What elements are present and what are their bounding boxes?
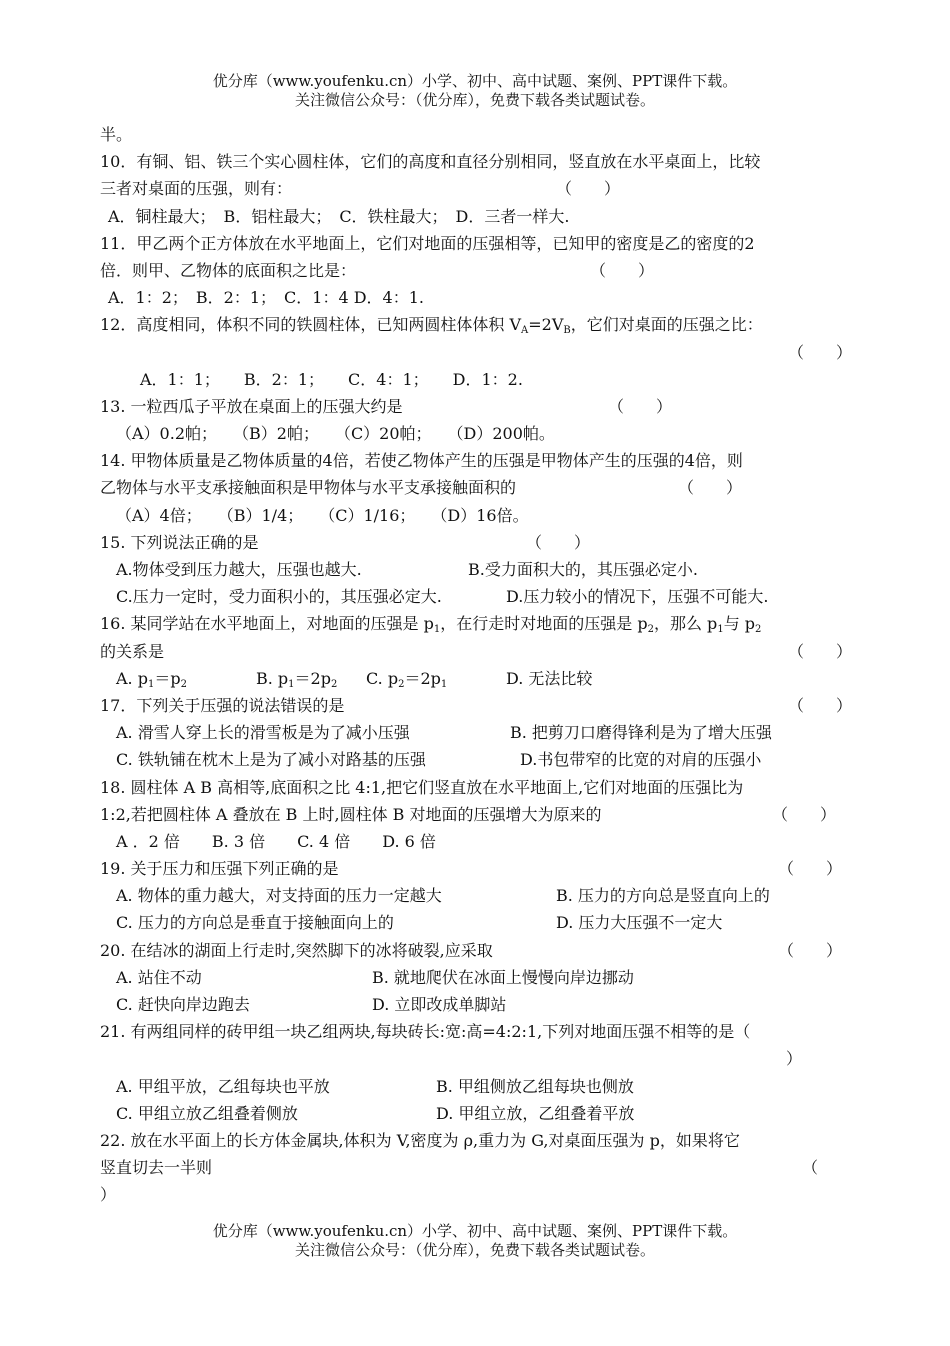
q22-answer-paren-open: （	[802, 1158, 819, 1178]
footer-line-2: 关注微信公众号：（优分库），免费下载各类试题试卷。	[294, 1241, 655, 1259]
q17-option-d: D.书包带窄的比宽的对肩的压强小	[520, 750, 762, 770]
q13-answer-paren: （ ）	[608, 396, 673, 416]
q17-options-row-2	[100, 746, 852, 773]
q21-option-b: B. 甲组侧放乙组每块也侧放	[436, 1076, 634, 1096]
q22-stem-line-2: 竖直切去一半则 （	[100, 1154, 852, 1181]
q19-option-d: D. 压力大压强不一定大	[556, 913, 723, 933]
q21-options-row-2	[100, 1100, 852, 1127]
q21-option-a: A. 甲组平放，乙组每块也平放	[116, 1076, 330, 1096]
q12-options: A．1：1； B．2：1； C．4：1； D．1：2.	[140, 369, 523, 389]
page-footer	[100, 1222, 850, 1260]
q19-option-b: B. 压力的方向总是竖直向上的	[556, 886, 770, 906]
q19-answer-paren: （ ）	[778, 859, 843, 879]
q15-answer-paren: （ ）	[526, 532, 591, 552]
q16-stem-line-1: 16. 某同学站在水平地面上，对地面的压强是 $p_1$，在行走时对地面的压强是 $p_2$，那么 $p_1$与 $p_2$	[100, 614, 762, 636]
q10-answer-paren: （ ）	[556, 179, 621, 199]
q17-stem: 17．下列关于压强的说法错误的是 （ ）	[100, 692, 852, 719]
q19-options-row-1	[100, 882, 852, 909]
q15-option-d: D.压力较小的情况下，压强不可能大.	[506, 587, 769, 607]
q11-stem-line-1: 11．甲乙两个正方体放在水平地面上，它们对地面的压强相等，已知甲的密度是乙的密度的2	[100, 233, 755, 253]
q17-option-a: A. 滑雪人穿上长的滑雪板是为了减小压强	[116, 723, 410, 743]
footer-line-1: 优分库（www.youfenku.cn）小学、初中、高中试题、案例、PPT课件下载。	[212, 1222, 738, 1240]
q15-stem: 15. 下列说法正确的是 （ ）	[100, 529, 852, 556]
q11-options: A．1：2； B．2：1； C．1：4 D．4：1.	[108, 288, 424, 308]
q22-answer-paren-close: ）	[100, 1185, 117, 1205]
q20-option-b: B. 就地爬伏在冰面上慢慢向岸边挪动	[372, 967, 634, 987]
q20-answer-paren: （ ）	[778, 940, 843, 960]
q21-option-d: D. 甲组立放，乙组叠着平放	[436, 1103, 635, 1123]
q14-answer-paren: （ ）	[678, 478, 743, 498]
q10-stem-line-1: 10．有铜、铝、铁三个实心圆柱体，它们的高度和直径分别相同，竖直放在水平桌面上，比较	[100, 152, 761, 172]
q20-option-a: A. 站住不动	[116, 967, 202, 987]
q21-option-c: C. 甲组立放乙组叠着侧放	[116, 1103, 298, 1123]
header-line-2: 关注微信公众号：（优分库），免费下载各类试题试卷。	[294, 91, 655, 109]
q22-stem-line-1: 22. 放在水平面上的长方体金属块,体积为 V,密度为 ρ,重力为 G,对桌面压强为 p，如果将它	[100, 1130, 740, 1150]
q17-answer-paren: （ ）	[788, 695, 853, 715]
q22-paren-line	[100, 1181, 852, 1208]
q16-stem-line-2: 的关系是 （ ）	[100, 638, 852, 665]
q17-options-row-1	[100, 719, 852, 746]
q14-stem-line-2: 乙物体与水平支承接触面积是甲物体与水平支承接触面积的 （ ）	[100, 474, 852, 501]
q12-stem: 12．高度相同，体积不同的铁圆柱体，已知两圆柱体体积 $V_A=2V_B$，它们对桌面的压强之比：	[100, 315, 763, 337]
q19-stem: 19. 关于压力和压强下列正确的是 （ ）	[100, 855, 852, 882]
q11-stem-line-2: 倍．则甲、乙物体的底面积之比是： （ ）	[100, 257, 852, 284]
header-line-1: 优分库（www.youfenku.cn）小学、初中、高中试题、案例、PPT课件下载。	[212, 72, 738, 90]
q12-paren-line	[100, 339, 852, 366]
q16-option-c: C. $p_2=2p_1$	[366, 668, 448, 690]
q21-answer-paren-close: ）	[786, 1049, 803, 1069]
q20-options-row-2	[100, 991, 852, 1018]
q10-stem-line-2: 三者对桌面的压强，则有： （ ）	[100, 175, 852, 202]
q18-options: A ．2 倍 B. 3 倍 C. 4 倍 D. 6 倍	[116, 831, 436, 851]
q19-option-c: C. 压力的方向总是垂直于接触面向上的	[116, 913, 394, 933]
q21-paren-line	[100, 1045, 852, 1072]
carry-over-line: 半。	[100, 125, 133, 144]
q17-option-c: C. 铁轨铺在枕木上是为了减小对路基的压强	[116, 750, 426, 770]
q20-option-c: C. 赶快向岸边跑去	[116, 995, 250, 1014]
q15-option-c: C.压力一定时，受力面积小的，其压强必定大.	[116, 587, 442, 607]
q15-options-row-1	[100, 556, 852, 583]
q12-answer-paren: （ ）	[788, 342, 853, 362]
q15-options-row-2	[100, 583, 852, 610]
q18-stem-line-1: 18. 圆柱体 A B 高相等,底面积之比 4:1,把它们竖直放在水平地面上,它们对地面的压强比为	[100, 777, 744, 797]
q16-option-a: A. $p_1=p_2$	[116, 668, 187, 690]
page-header	[100, 72, 850, 110]
q15-option-a: A.物体受到压力越大，压强也越大.	[116, 560, 362, 579]
q14-options: （A）4倍； （B）1/4； （C）1/16； （D）16倍。	[116, 505, 529, 525]
q11-answer-paren: （ ）	[590, 260, 655, 280]
q16-option-b: B. $p_1=2p_2$	[256, 668, 338, 690]
q17-option-b: B. 把剪刀口磨得锋利是为了增大压强	[510, 723, 772, 743]
q15-option-b: B.受力面积大的，其压强必定小.	[468, 560, 698, 579]
q18-stem-line-2: 1:2,若把圆柱体 A 叠放在 B 上时,圆柱体 B 对地面的压强增大为原来的 （ ）	[100, 801, 852, 828]
q19-options-row-2	[100, 909, 852, 936]
q20-options-row-1	[100, 964, 852, 991]
q10-options: A．铜柱最大； B．铝柱最大； C．铁柱最大； D．三者一样大.	[108, 206, 570, 226]
q21-stem: 21. 有两组同样的砖甲组一块乙组两块,每块砖长:宽:高=4:2:1,下列对地面压强不相等的是（	[100, 1022, 751, 1042]
q19-option-a: A. 物体的重力越大，对支持面的压力一定越大	[116, 886, 442, 906]
q16-options	[100, 665, 852, 692]
q20-option-d: D. 立即改成单脚站	[372, 995, 507, 1014]
q13-stem: 13. 一粒西瓜子平放在桌面上的压强大约是 （ ）	[100, 393, 852, 420]
q21-options-row-1	[100, 1073, 852, 1100]
q13-options: （A）0.2帕； （B）2帕； （C）20帕； （D）200帕。	[116, 424, 555, 444]
q20-stem: 20. 在结冰的湖面上行走时,突然脚下的冰将破裂,应采取 （ ）	[100, 937, 852, 964]
q16-answer-paren: （ ）	[788, 641, 853, 661]
question-list	[100, 121, 852, 1209]
q16-option-d: D. 无法比较	[506, 668, 593, 688]
q18-answer-paren: （ ）	[772, 804, 837, 824]
q14-stem-line-1: 14. 甲物体质量是乙物体质量的4倍，若使乙物体产生的压强是甲物体产生的压强的4倍，则	[100, 451, 743, 471]
